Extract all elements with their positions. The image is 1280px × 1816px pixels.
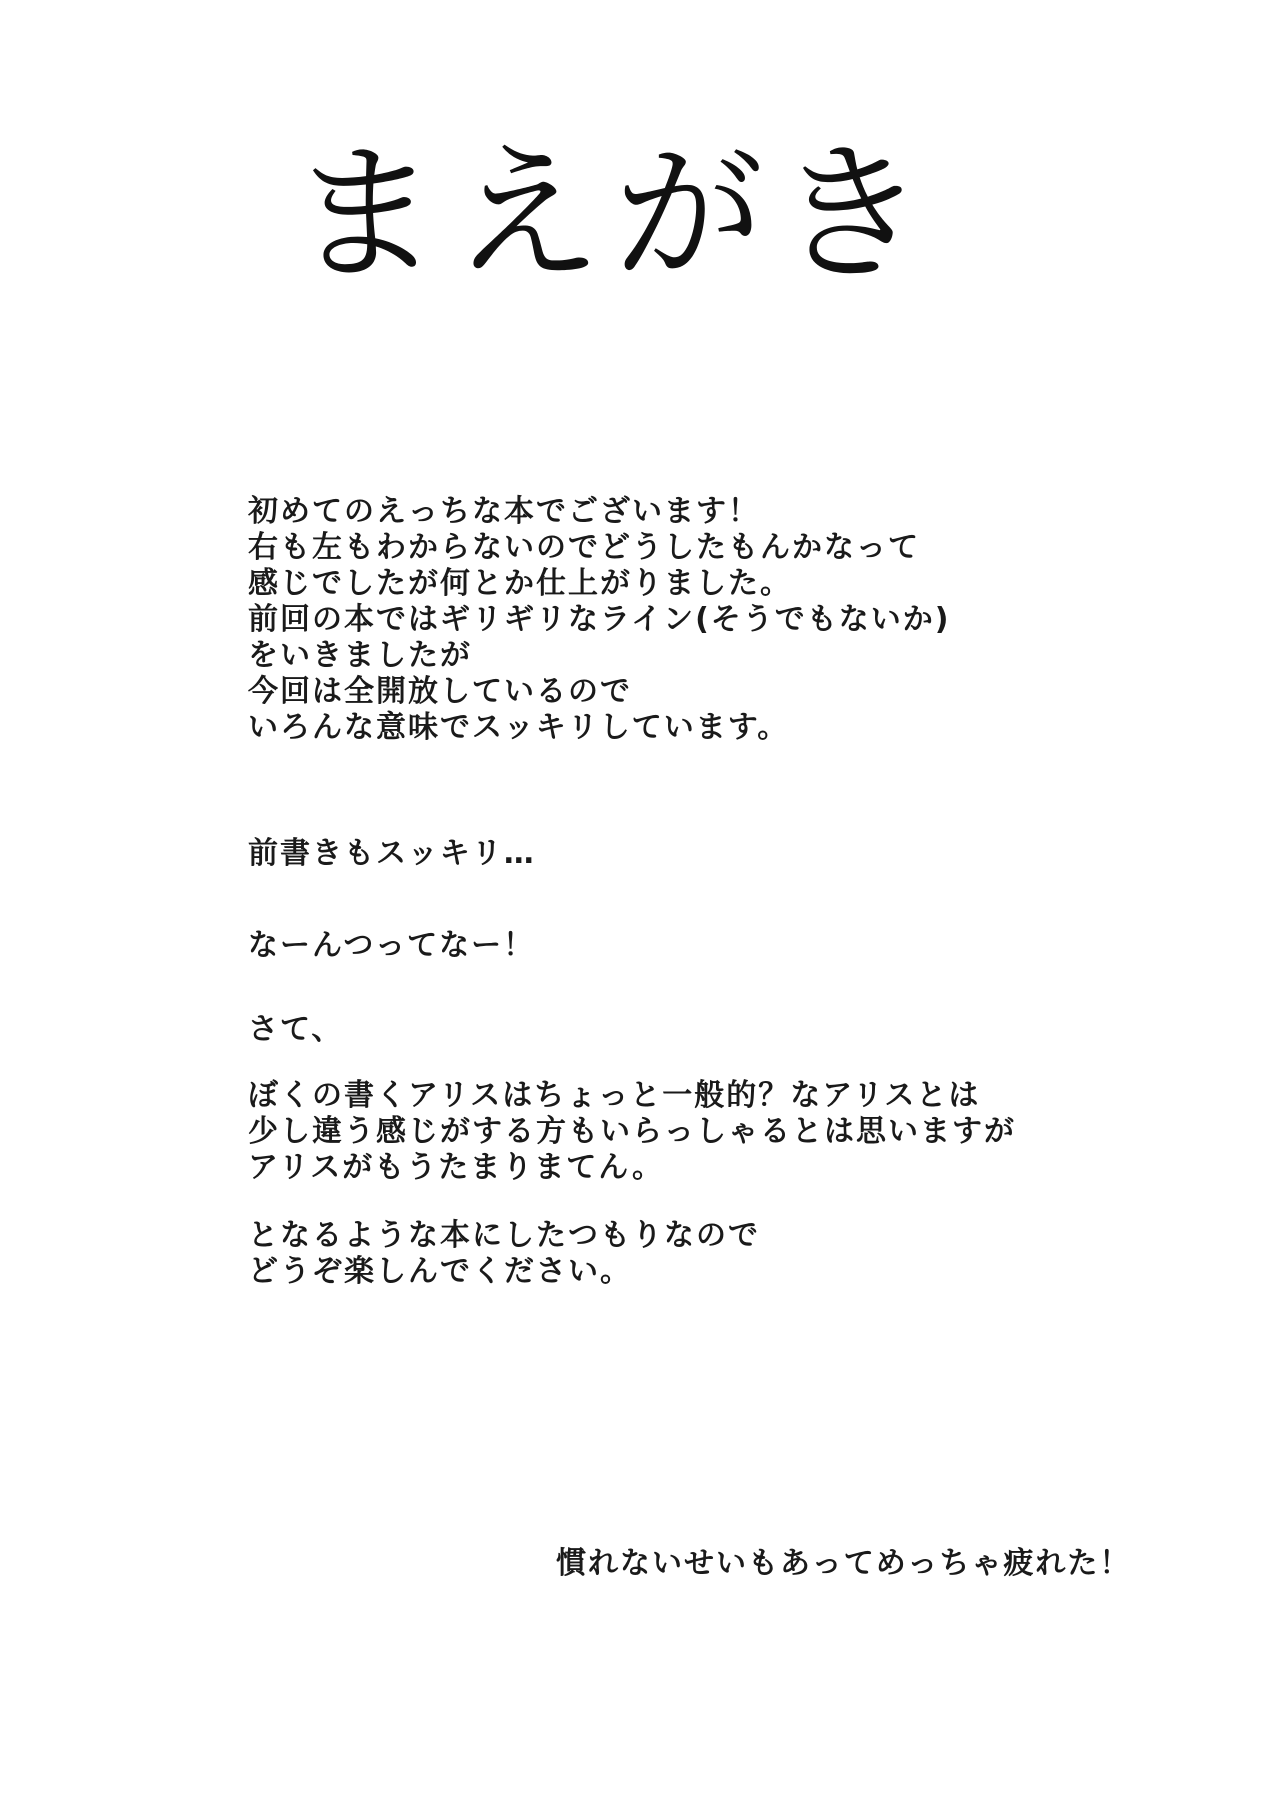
footer-note: 慣れないせいもあってめっちゃ疲れた！ (556, 1546, 1132, 1581)
text-line: どうぞ楽しんでください。 (248, 1254, 632, 1289)
text-line: をいきましたが (248, 638, 472, 673)
text-line: 前書きもスッキリ… (248, 836, 536, 871)
text-line: なーんつってなー！ (248, 928, 536, 963)
text-line: 初めてのえっちな本でございます！ (248, 494, 760, 529)
text-line: ぼくの書くアリスはちょっと一般的？なアリスとは (248, 1078, 981, 1113)
text-line: さて、 (248, 1012, 344, 1047)
paragraph-intro (248, 494, 1148, 746)
text-line: 感じでしたが何とか仕上がりました。 (248, 566, 792, 601)
page-title: まえがき (290, 128, 939, 302)
text-line: 少し違う感じがする方もいらっしゃるとは思いますが (248, 1114, 1016, 1149)
text-line: 今回は全開放しているので (248, 674, 632, 709)
paragraph-alice (248, 1078, 1148, 1186)
text-line: 前回の本ではギリギリなライン(そうでもないか) (248, 602, 951, 637)
text-line: アリスがもうたまりまてん。 (248, 1150, 664, 1185)
text-line: となるような本にしたつもりなので (248, 1218, 760, 1253)
text-line: 右も左もわからないのでどうしたもんかなって (248, 530, 920, 565)
paragraph-closing (248, 1218, 1148, 1290)
text-line: いろんな意味でスッキリしています。 (248, 710, 790, 745)
paragraph-transition (248, 1012, 1148, 1048)
paragraph-joke (248, 928, 1148, 964)
paragraph-foreword-refreshed (248, 836, 1148, 872)
